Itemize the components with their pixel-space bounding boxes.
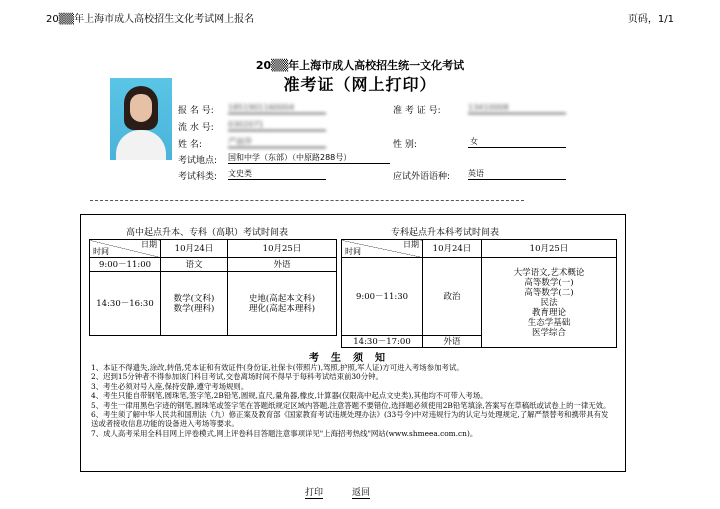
left-row1-d2: 外语 [228, 258, 337, 272]
name-label: 姓 名: [178, 140, 202, 150]
lang-label: 应试外语语种: [393, 172, 451, 182]
right-date2: 10月25日 [482, 240, 617, 258]
gender-value [468, 136, 566, 148]
right-schedule-table [341, 239, 617, 348]
notice-title: 考生须知 [309, 353, 397, 364]
left-schedule-table [89, 239, 337, 336]
reg-no-value: 1851901160004 [228, 102, 326, 114]
lang-value: 英语 [468, 168, 566, 180]
photo-shirt [116, 130, 166, 160]
notice-item: 6、考生须了解中华人民共和国刑法（九）修正案及教育部《国家教育考试违规处理办法》(33号令)中对违规行为的认定与处理规定,了解严禁替考和携带具有发送或者接收信息功能的设备进入考场等要求。 [91, 410, 609, 429]
site-label: 考试地点: [178, 156, 218, 166]
left-row1-time: 9:00－11:00 [90, 258, 161, 272]
left-date1: 10月24日 [161, 240, 228, 258]
gender-label: 性 别: [393, 140, 417, 150]
ticket-no-value: 13410008 [468, 102, 566, 114]
left-date2: 10月25日 [228, 240, 337, 258]
gender-text: 女 [470, 137, 478, 146]
right-date1: 10月24日 [423, 240, 482, 258]
notice-item: 7、成人高考采用全科目网上评卷模式,网上评卷科目答题注意事项详见"上海招考热线"网站(www.shmeea.com.cn)。 [91, 428, 478, 438]
left-row2-d2: 史地(高起本文科) 理化(高起本理科) [228, 272, 337, 336]
right-row1-d1: 政治 [423, 258, 482, 336]
right-time-label: 时间 [345, 247, 361, 256]
notice-item: 2、迟到15分钟者不得参加该门科目考试,交卷离场时间不得早于每科考试结束前30分钟。 [91, 372, 383, 382]
reg-no-label: 报 名 号: [178, 106, 214, 116]
right-row1-d2: 大学语文,艺术概论 高等数学(一) 高等数学(二) 民法 教育理论 生态学基础 医学综合 [482, 258, 617, 348]
left-time-label: 时间 [93, 247, 109, 256]
site-value: 国和中学（东部）（中原路288号） [228, 152, 390, 164]
exam-title: 20▒▒年上海市成人高校招生统一文化考试 [255, 59, 465, 72]
left-date-label: 日期 [141, 240, 157, 249]
left-row2-time: 14:30－16:30 [90, 272, 161, 336]
left-row1-d1: 语文 [161, 258, 228, 272]
print-button[interactable]: 打印 [305, 485, 323, 499]
ticket-no-label: 准 考 证 号: [393, 106, 441, 116]
page-number: 页码，1/1 [627, 14, 674, 25]
schedule-box [80, 214, 626, 472]
right-header-corner [342, 240, 423, 258]
back-button[interactable]: 返回 [352, 485, 370, 499]
notice-item: 5、考生一律用黑色字迹的钢笔,圆珠笔或签字笔在答题纸规定区域内答题,注意答题不要错位,选择题必须使用2B铅笔填涂,答案写在草稿纸或试卷上的一律无效。 [91, 400, 611, 410]
photo-face [130, 94, 152, 122]
browser-print-header-title: 20▒▒年上海市成人高校招生文化考试网上报名 [46, 14, 255, 25]
right-row2-time: 14:30－17:00 [342, 336, 423, 348]
notice-list [91, 363, 611, 438]
notice-item: 3、考生必须对号入座,保持安静,遵守考场规则。 [91, 381, 249, 391]
subject-label: 考试科类: [178, 172, 218, 182]
cut-line [90, 200, 524, 201]
right-table-title: 专科起点升本科考试时间表 [391, 228, 500, 238]
left-row2-d1: 数学(文科) 数学(理科) [161, 272, 228, 336]
right-row2-d1: 外语 [423, 336, 482, 348]
subject-value: 文史类 [228, 168, 326, 180]
notice-item: 4、考生只能自带钢笔,圆珠笔,签字笔,2B铅笔,圆规,直尺,量角器,橡皮,计算器(仅限高中起点文史类),其他均不可带入考场。 [91, 391, 488, 401]
left-table-title: 高中起点升本、专科（高职）考试时间表 [126, 228, 289, 238]
candidate-photo [110, 78, 172, 160]
serial-value: 0302071 [228, 119, 326, 131]
serial-label: 流 水 号: [178, 123, 214, 133]
right-date-label: 日期 [403, 240, 419, 249]
left-header-corner [90, 240, 161, 258]
name-value: 严丽萍 [228, 136, 326, 148]
right-row1-time: 9:00－11:30 [342, 258, 423, 336]
notice-item: 1、本证不得遗失,涂改,转借,凭本证和有效证件(身份证,社保卡(带照片),驾照,护照,军人证)方可进入考场参加考试。 [91, 363, 464, 372]
ticket-title: 准考证（网上打印） [283, 75, 437, 94]
